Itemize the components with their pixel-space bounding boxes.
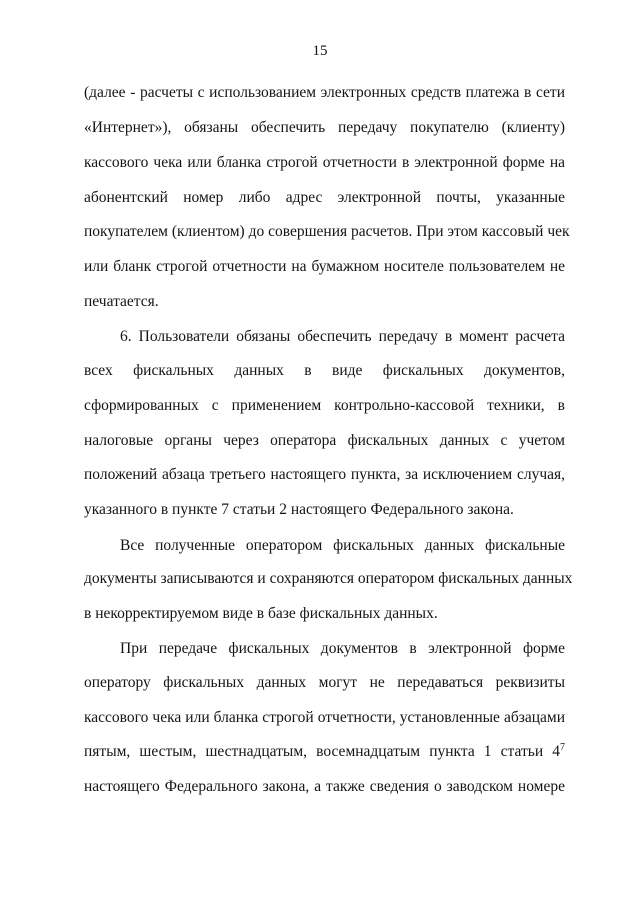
paragraph-2-line-6: указанного в пункте 7 статьи 2 настоящего Федерального закона. [84,501,514,518]
paragraph-2-line-1: 6. Пользователи обязаны обеспечить передачу в момент расчета [120,328,565,345]
paragraph-4-line-2: оператору фискальных данных могут не передаваться реквизиты [84,674,565,691]
paragraph-2-line-5: положений абзаца третьего настоящего пункта, за исключением случая, [84,466,565,483]
paragraph-2-line-4: налоговые органы через оператора фискальных данных с учетом [84,432,565,449]
paragraph-1-line-5: покупателем (клиентом) до совершения расчетов. При этом кассовый чек [84,223,570,240]
paragraph-4-line-4 [84,742,565,762]
paragraph-1-line-1: (далее - расчеты с использованием электронных средств платежа в сети [84,84,565,101]
paragraph-1-line-4: абонентский номер либо адрес электронной почты, указанные [84,189,565,206]
paragraph-3-line-2: документы записываются и сохраняются оператором фискальных данных [84,570,573,587]
paragraph-4-line-3: кассового чека или бланка строгой отчетности, установленные абзацами [84,709,565,726]
paragraph-1-line-3: кассового чека или бланка строгой отчетности в электронной форме на [84,154,565,171]
paragraph-1-line-2: «Интернет»), обязаны обеспечить передачу покупателю (клиенту) [84,119,565,136]
paragraph-4-line-5: настоящего Федерального закона, а также сведения о заводском номере [84,778,565,795]
paragraph-1-line-6: или бланк строгой отчетности на бумажном носителе пользователем не [84,258,565,275]
page-number: 15 [312,43,328,59]
paragraph-4-line-4-text: пятым, шестым, шестнадцатым, восемнадцатым пункта 1 статьи 4 [84,743,560,760]
paragraph-3-line-1: Все полученные оператором фискальных данных фискальные [120,537,565,554]
paragraph-3-line-3: в некорректируемом виде в базе фискальных данных. [84,605,438,622]
paragraph-4-line-1: При передаче фискальных документов в электронной форме [120,640,565,657]
article-superscript: 7 [560,741,565,753]
paragraph-1-line-7: печатается. [84,293,159,310]
paragraph-2-line-3: сформированных с применением контрольно-кассовой техники, в [84,397,565,414]
paragraph-2-line-2: всех фискальных данных в виде фискальных документов, [84,362,565,379]
